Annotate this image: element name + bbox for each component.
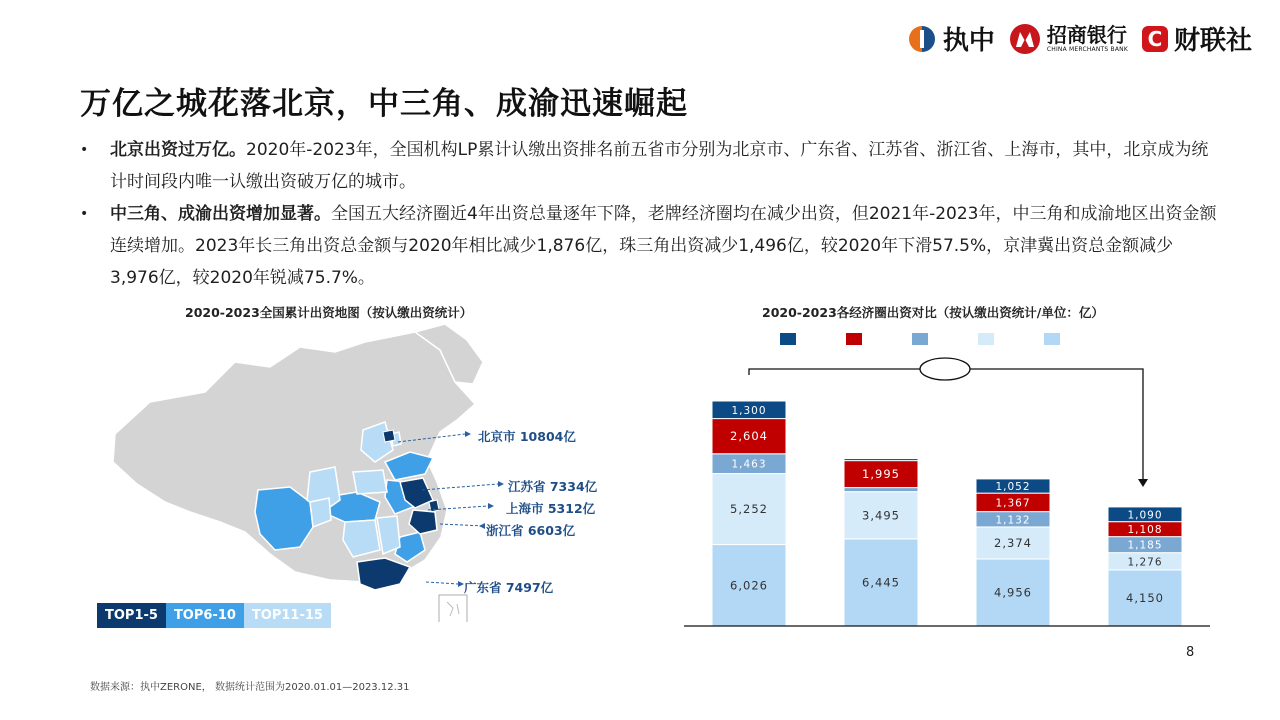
zhizhong-logo-icon xyxy=(907,24,937,54)
cmb-logo-en: CHINA MERCHANTS BANK xyxy=(1046,46,1128,53)
page-title: 万亿之城花落北京，中三角、成渝迅速崛起 xyxy=(80,86,688,122)
bar-value-label: 2,374 xyxy=(994,535,1032,550)
bar-value-label: 1,052 xyxy=(995,481,1031,494)
decrease-bracket xyxy=(749,358,1148,487)
cls-logo-icon: C xyxy=(1142,26,1168,52)
bullet-text: 全国五大经济圈近4年出资总量逐年下降，老牌经济圈均在减少出资，但2021年-2023年，中三角和成渝地区出资金额连续增加。2023年长三角出资总金额与2020年相比减少1,876亿，珠三角出资减少1,496亿，较2020年下滑57.5%，京津冀出资总金额减少3,976亿，较2020年锐减75.7%。 xyxy=(110,204,1217,288)
bar-value-label: 1,995 xyxy=(862,467,900,482)
stacked-bar-chart xyxy=(680,325,1220,635)
bullet-dot-icon: • xyxy=(80,142,89,158)
bullet-item xyxy=(80,134,1220,198)
bullet-item xyxy=(80,198,1220,294)
bar-value-label: 1,300 xyxy=(731,404,767,417)
map-legend xyxy=(97,603,331,628)
bullet-text: 2020年-2023年，全国机构LP累计认缴出资排名前五省市分别为北京市、广东省、江苏省、浙江省、上海市，其中，北京成为统计时间段内唯一认缴出资破万亿的城市。 xyxy=(110,140,1209,192)
page-number: 8 xyxy=(1186,645,1195,660)
bullet-dot-icon: • xyxy=(80,206,89,222)
bar-value-label: 1,367 xyxy=(995,497,1031,510)
bar-value-label: 4,956 xyxy=(994,585,1032,600)
legend-top5: TOP1-5 xyxy=(97,603,166,628)
bullet-lead: 中三角、成渝出资增加显著。 xyxy=(110,204,331,224)
map-title: 2020-2023全国累计出资地图（按认缴出资统计） xyxy=(185,305,473,320)
map-label-guangdong: 广东省 7497亿 xyxy=(464,580,554,595)
map-label-jiangsu: 江苏省 7334亿 xyxy=(508,479,598,494)
cmb-logo xyxy=(1009,23,1128,55)
legend-swatch xyxy=(978,333,994,345)
bar-segment xyxy=(844,488,918,492)
bar-segment xyxy=(844,459,918,461)
bar-value-label: 1,108 xyxy=(1127,524,1163,537)
footnote: 数据来源：执中ZERONE， 数据统计范围为2020.01.01—2023.12.31 xyxy=(90,682,410,693)
legend-swatch xyxy=(912,333,928,345)
legend-swatch xyxy=(846,333,862,345)
bar-value-label: 2,604 xyxy=(730,429,768,444)
bar-value-label: 6,445 xyxy=(862,575,900,590)
header-logos xyxy=(907,20,1252,57)
legend-top10: TOP6-10 xyxy=(166,603,244,628)
bar-value-label: 1,463 xyxy=(731,458,767,471)
bar-value-label: 3,495 xyxy=(862,508,900,523)
zhizhong-logo xyxy=(907,20,995,57)
cmb-logo-cn: 招商银行 xyxy=(1046,23,1127,47)
bullet-list xyxy=(80,134,1220,294)
cls-logo xyxy=(1142,20,1252,57)
map-label-zhejiang: 浙江省 6603亿 xyxy=(486,523,576,538)
legend-top15: TOP11-15 xyxy=(244,603,331,628)
bar-groups xyxy=(712,401,1182,626)
bar-value-label: 1,185 xyxy=(1127,539,1163,552)
bar-value-label: 1,090 xyxy=(1127,509,1163,522)
bar-value-label: 1,132 xyxy=(995,514,1031,527)
map-label-beijing: 北京市 10804亿 xyxy=(478,429,576,444)
legend-swatch xyxy=(780,333,796,345)
map-label-shanghai: 上海市 5312亿 xyxy=(506,501,596,516)
bar-value-label: 5,252 xyxy=(730,502,768,517)
bar-value-label: 1,276 xyxy=(1127,556,1163,569)
cmb-logo-icon xyxy=(1009,23,1041,55)
bar-value-label: 4,150 xyxy=(1126,590,1164,605)
bullet-lead: 北京出资过万亿。 xyxy=(110,140,246,160)
bar-value-label: 6,026 xyxy=(730,578,768,593)
chart-title: 2020-2023各经济圈出资对比（按认缴出资统计/单位：亿） xyxy=(762,305,1104,320)
chart-legend xyxy=(780,333,1060,345)
zhizhong-logo-text: 执中 xyxy=(942,26,995,56)
legend-swatch xyxy=(1044,333,1060,345)
cls-logo-text: 财联社 xyxy=(1173,26,1252,56)
